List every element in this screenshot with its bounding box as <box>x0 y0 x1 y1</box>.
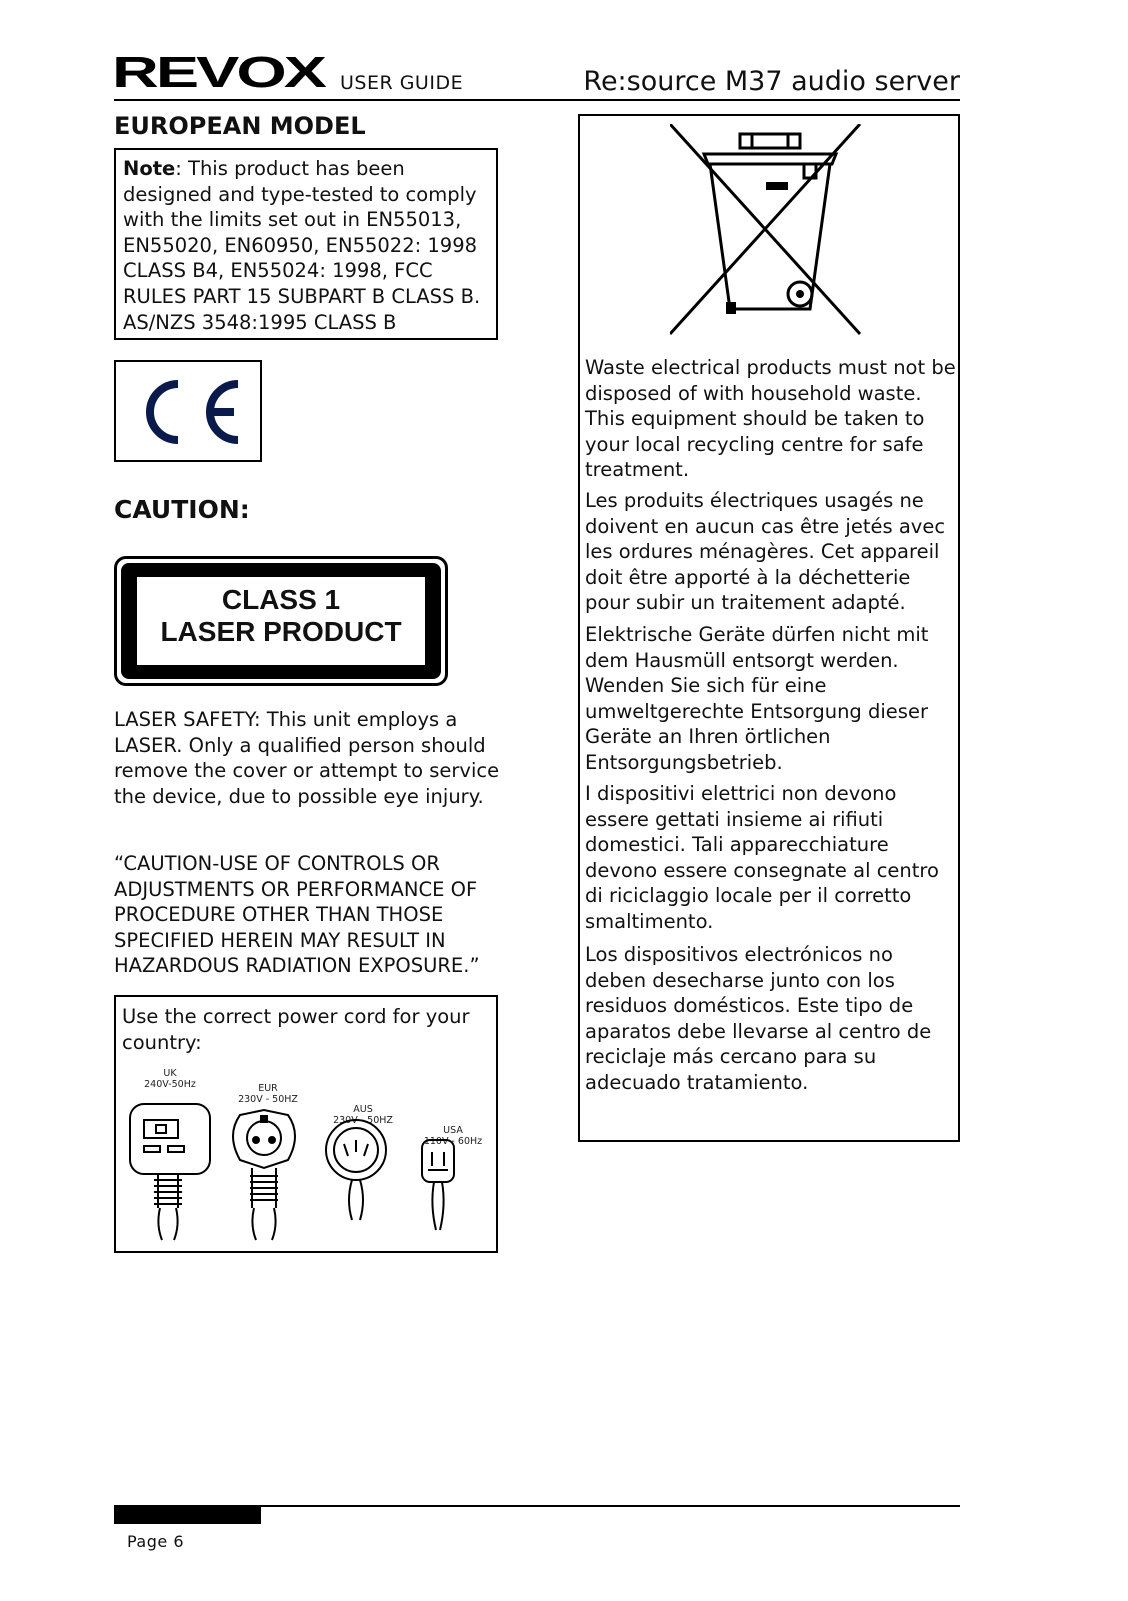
ce-mark-box <box>114 360 262 462</box>
footer-bar <box>114 1505 261 1524</box>
weee-text-fr: Les produits électriques usagés ne doivent en aucun cas être jetés avec les ordures ménagères. Cet appareil doit être apporté à la déchetterie pour subir un traitement adapté. <box>585 489 946 615</box>
user-guide-label: USER GUIDE <box>340 72 464 94</box>
brand-wordmark: REVOX <box>112 52 327 92</box>
power-plugs-illustration <box>116 1090 496 1245</box>
laser-product: LASER PRODUCT <box>160 616 402 647</box>
plug-usa-label: USA 110V - 60Hz <box>423 1125 483 1147</box>
laser-label-text <box>137 584 425 648</box>
compliance-note-box <box>114 148 498 340</box>
ce-mark-icon <box>116 362 260 460</box>
plug-uk-label: UK 240V-50Hz <box>144 1068 196 1090</box>
weee-text-en: Waste electrical products must not be disposed of with household waste. This equipment should be taken to your local recycling centre for safe treatment. <box>585 356 956 482</box>
european-model-heading: EUROPEAN MODEL <box>114 112 366 140</box>
usa-plug-icon <box>422 1140 454 1230</box>
product-title: Re:source M37 audio server <box>583 66 960 97</box>
note-text: : This product has been designed and type-tested to comply with the limits set out in EN55013, EN55020, EN60950, EN55022: 1998 CLASS B4, EN55024: 1998, FCC RULES PART 15 SUBPART B CLASS B. AS/NZS 3548:1995 CLASS B <box>123 157 481 334</box>
compliance-note <box>123 156 490 335</box>
weee-text-it: I dispositivi elettrici non devono essere gettati insieme ai rifiuti domestici. Tali apparecchiature devono essere consegnate al centro di riciclaggio locale per il corretto smaltimento. <box>585 782 939 933</box>
crossed-out-bin-icon <box>670 124 870 339</box>
uk-plug-icon <box>130 1104 210 1240</box>
plug-aus-label: AUS 230V - 50HZ <box>333 1104 393 1126</box>
eur-plug-icon <box>233 1110 295 1240</box>
note-label: Note <box>123 157 176 180</box>
aus-plug-icon <box>326 1120 386 1220</box>
header-rule <box>114 99 960 101</box>
laser-class: CLASS 1 <box>221 584 341 615</box>
revox-logo <box>112 52 327 96</box>
power-cord-text: Use the correct power cord for your country: <box>122 1005 470 1054</box>
weee-text-es: Los dispositivos electrónicos no deben desecharse junto con los residuos domésticos. Este tipo de aparatos debe llevarse al centro de reciclaje más cercano para su adecuado tratamiento. <box>585 943 932 1094</box>
page-number: Page 6 <box>127 1532 184 1551</box>
plug-eur-label: EUR 230V - 50HZ <box>238 1083 298 1105</box>
caution-heading: CAUTION: <box>114 495 250 524</box>
laser-safety-text: LASER SAFETY: This unit employs a LASER. Only a qualified person should remove the cover or attempt to service the device, due to possible eye injury. <box>114 708 500 808</box>
weee-text-de: Elektrische Geräte dürfen nicht mit dem Hausmüll entsorgt werden. Wenden Sie sich für eine umweltgerechte Entsorgung dieser Geräte an Ihren örtlichen Entsorgungsbetrieb. <box>585 623 929 774</box>
caution-quote-text: “CAUTION-USE OF CONTROLS OR ADJUSTMENTS OR PERFORMANCE OF PROCEDURE OTHER THAN THOSE SPECIFIED HEREIN MAY RESULT IN HAZARDOUS RADIATION EXPOSURE.” <box>114 852 480 978</box>
